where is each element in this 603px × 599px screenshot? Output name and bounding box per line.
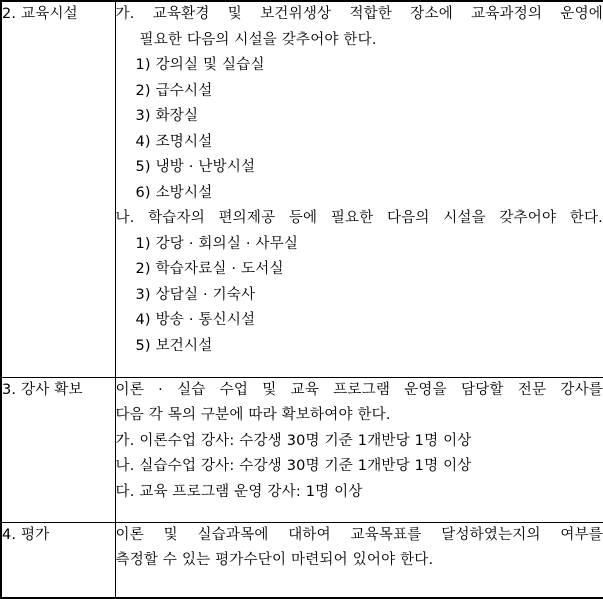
section-label-evaluation: 4. 평가 [1,522,115,598]
list-item: 1) 강당 · 회의실 · 사무실 [116,232,603,258]
list-item: 4) 방송 · 통신시설 [116,308,603,334]
list-item: 2) 급수시설 [116,79,603,105]
list-item: 5) 보건시설 [116,334,603,360]
section-label-facilities: 2. 교육시설 [1,1,115,377]
section-label-instructors: 3. 강사 확보 [1,377,115,522]
section-content-evaluation [115,522,603,598]
requirement-line: 가. 이론수업 강사: 수강생 30명 기준 1개반당 1명 이상 [116,429,603,455]
requirement-line: 나. 학습자의 편의제공 등에 필요한 다음의 시설을 갖추어야 한다. [116,206,603,232]
table-row-facilities [1,1,603,377]
requirement-line: 이론 · 실습 수업 및 교육 프로그램 운영을 담당할 전문 강사를 [116,378,603,404]
table-row-evaluation [1,522,603,598]
requirement-line: 필요한 다음의 시설을 갖추어야 한다. [116,28,603,54]
list-item: 4) 조명시설 [116,130,603,156]
requirement-line: 나. 실습수업 강사: 수강생 30명 기준 1개반당 1명 이상 [116,454,603,480]
list-item: 5) 냉방 · 난방시설 [116,155,603,181]
requirement-line: 측정할 수 있는 평가수단이 마련되어 있어야 한다. [116,548,603,574]
list-item: 3) 상담실 · 기숙사 [116,283,603,309]
requirement-line: 가. 교육환경 및 보건위생상 적합한 장소에 교육과정의 운영에 [116,2,603,28]
section-content-instructors [115,377,603,522]
section-content-facilities [115,1,603,377]
table-row-instructors [1,377,603,522]
requirement-line: 이론 및 실습과목에 대하여 교육목표를 달성하였는지의 여부를 [116,523,603,549]
requirement-line: 다음 각 목의 구분에 따라 확보하여야 한다. [116,403,603,429]
list-item: 2) 학습자료실 · 도서실 [116,257,603,283]
requirement-line: 다. 교육 프로그램 운영 강사: 1명 이상 [116,480,603,506]
list-item: 1) 강의실 및 실습실 [116,53,603,79]
list-item: 3) 화장실 [116,104,603,130]
list-item: 6) 소방시설 [116,181,603,207]
